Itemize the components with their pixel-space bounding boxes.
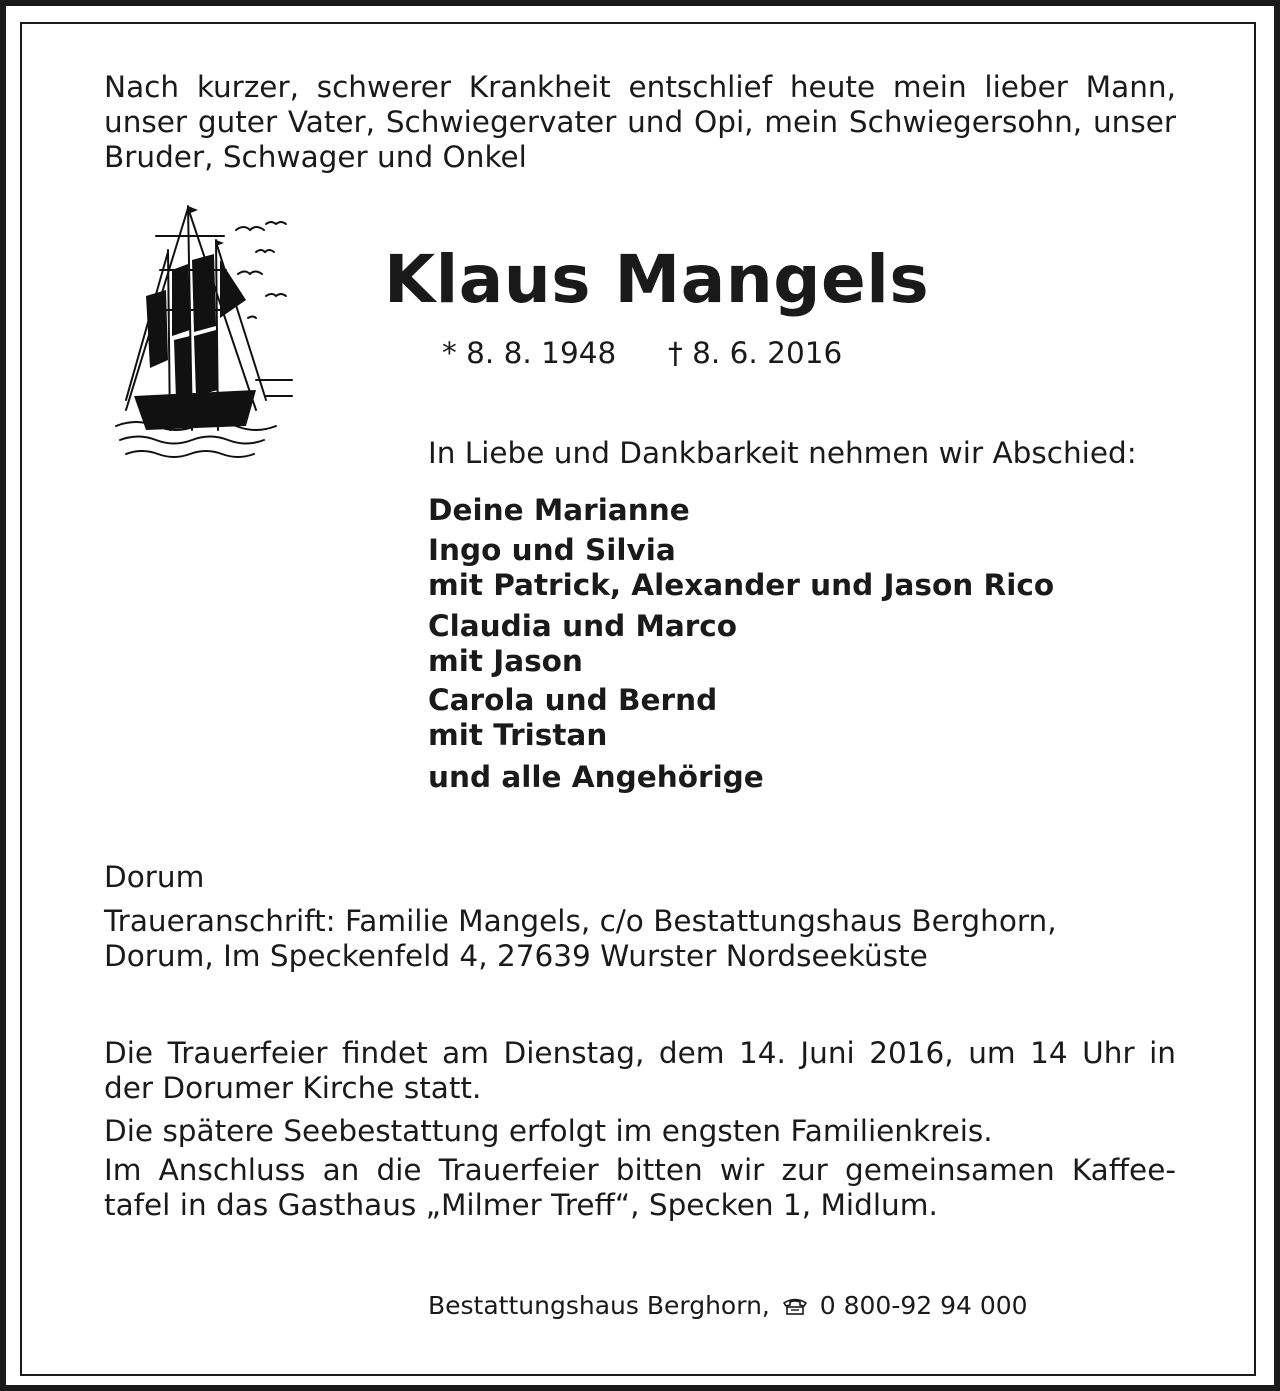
mourner-entry: mit Jason	[428, 644, 583, 678]
mourner-entry: Deine Marianne	[428, 493, 690, 527]
death-date: † 8. 6. 2016	[668, 336, 843, 370]
address-line: Dorum, Im Speckenfeld 4, 27639 Wurster Nordseeküste	[104, 939, 928, 973]
intro-line: Nach kurzer, schwerer Krankheit entschlief heute mein lieber Mann,	[104, 70, 1176, 104]
service-paragraph	[104, 1036, 1176, 1106]
service-line: Die Trauerfeier findet am Dienstag, dem 14. Juni 2016, um 14 Uhr in	[104, 1036, 1176, 1070]
mourner-entry: und alle Angehörige	[428, 760, 764, 794]
service-line: der Dorumer Kirche statt.	[104, 1071, 482, 1105]
farewell-text: In Liebe und Dankbarkeit nehmen wir Abschied:	[428, 436, 1137, 470]
phone-number: 0 800-92 94 000	[819, 1291, 1028, 1320]
intro-paragraph	[104, 70, 1176, 175]
deceased-name: Klaus Mangels	[384, 241, 930, 318]
mourner-entry: Carola und Bernd	[428, 683, 718, 717]
address-line: Traueranschrift: Familie Mangels, c/o Bestattungshaus Berghorn,	[104, 904, 1057, 938]
mourner-entry: mit Patrick, Alexander und Jason Rico	[428, 568, 1055, 602]
intro-line: unser guter Vater, Schwiegervater und Opi, mein Schwiegersohn, unser	[104, 105, 1176, 139]
reception-line: Im Anschluss an die Trauerfeier bitten wir zur gemeinsamen Kaffee-	[104, 1153, 1176, 1187]
intro-line: Bruder, Schwager und Onkel	[104, 140, 527, 174]
reception-line: tafel in das Gasthaus „Milmer Treff“, Specken 1, Midlum.	[104, 1188, 938, 1222]
sailing-ship-illustration	[106, 200, 296, 468]
birth-date: * 8. 8. 1948	[442, 336, 617, 370]
reception-paragraph	[104, 1153, 1176, 1223]
funeral-home-name: Bestattungshaus Berghorn,	[428, 1291, 770, 1320]
mourner-entry: Ingo und Silvia	[428, 533, 676, 567]
telephone-icon	[782, 1296, 808, 1316]
mourner-entry: Claudia und Marco	[428, 609, 738, 643]
burial-note: Die spätere Seebestattung erfolgt im engsten Familienkreis.	[104, 1114, 993, 1148]
mourner-entry: mit Tristan	[428, 718, 608, 752]
funeral-home	[428, 1288, 1028, 1323]
place: Dorum	[104, 860, 205, 894]
